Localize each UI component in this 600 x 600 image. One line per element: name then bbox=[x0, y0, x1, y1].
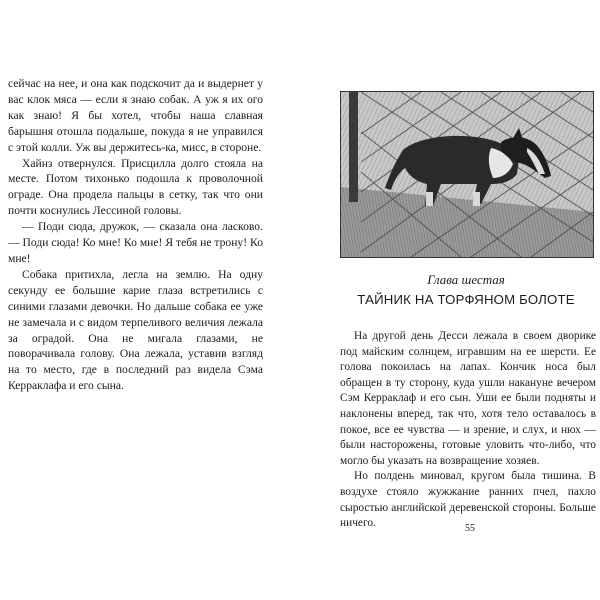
paragraph: Собака притихла, легла на землю. На одну секунду ее большие карие глаза встретились с синими глазами девочки. Но дальше собака ее уже не замечала и с видом терпеливого величия лежала за оградой. Она не мигала глазами, не поворачивала голову. Она лежала, уставив взгляд на то место, где в последний раз видела Сэма Керраклафа и его сына. bbox=[8, 267, 263, 393]
paragraph: На другой день Десси лежала в своем дворике под майским солнцем, игравшим на ее шерсти. Ее голова покоилась на лапах. Кончик носа был обращен в ту сторону, куда ушли накануне вечером Сэм Керраклаф и его сын. Уши ее были подняты и наклонены вперед, так что, хотя тело оставалось в покое, все ее чувства — и зрение, и слух, и нюх — были насторожены, готовые уловить что-либо, что могло бы указать на возвращение хозяев. bbox=[340, 330, 596, 467]
page-number: 55 bbox=[465, 523, 475, 534]
dog-behind-fence-image bbox=[341, 92, 593, 257]
paragraph: — Поди сюда, дружок, — сказала она ласково. — Поди сюда! Ко мне! Ко мне! Я тебя не трону! Ко мне! bbox=[8, 220, 263, 265]
right-page-text bbox=[340, 329, 596, 532]
dog-illustration bbox=[340, 91, 594, 258]
paragraph: сейчас на нее, и она как подскочит да и выдернет у вас клок мяса — если я знаю собак. А уж я их ого как знаю! Я бы хотел, чтобы наша славная барышня отошла подальше, покуда я не управился с этой колли. Уж вы держитесь-ка, мисс, в стороне. bbox=[8, 77, 263, 154]
paragraph: Хайнз отвернулся. Присцилла долго стояла на месте. Потом тихонько подошла к проволочной ограде. Она продела пальцы в сетку, так что они почти коснулись Лессиной головы. bbox=[8, 156, 263, 218]
chapter-title: ТАЙНИК НА ТОРФЯНОМ БОЛОТЕ bbox=[357, 292, 575, 307]
paragraph: Но полдень миновал, кругом была тишина. В воздухе стояло жужжание ранних пчел, пахло сыростью английской деревенской стороны. Больше ничего. bbox=[340, 470, 596, 530]
chapter-label: Глава шестая bbox=[427, 272, 505, 287]
left-page-text bbox=[8, 76, 263, 394]
